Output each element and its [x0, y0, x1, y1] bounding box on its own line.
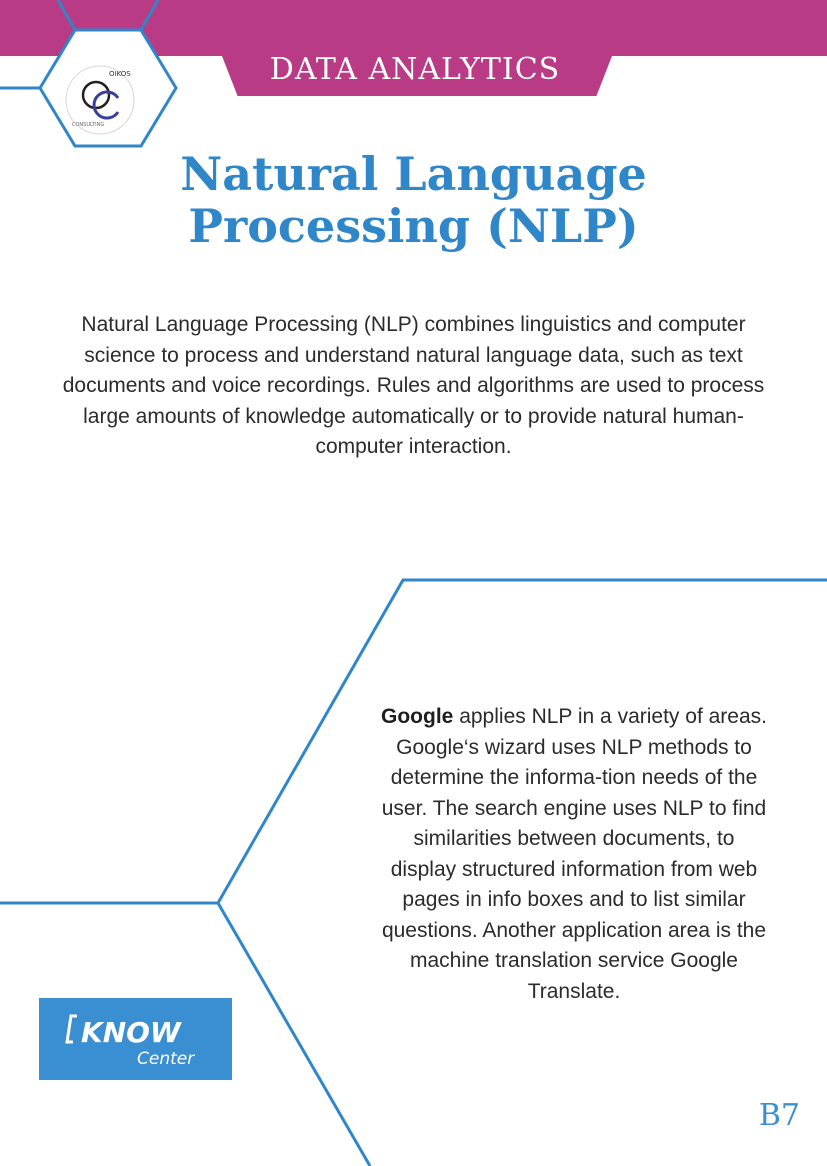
logo-sub-text: CONSULTING	[72, 122, 105, 128]
category-label: DATA ANALYTICS	[269, 52, 561, 87]
example-paragraph	[378, 702, 770, 1007]
know-center-logo	[39, 998, 232, 1080]
logo-ring-text: OIKOS	[109, 70, 131, 78]
intro-paragraph: Natural Language Processing (NLP) combines linguistics and computer science to process and understand natural language data, such as text documents and voice recordings. Rules and algorithms are used to process large amounts of knowledge automatically or to provide natural human-computer interaction.	[62, 313, 765, 458]
title-line-1: Natural Language	[180, 147, 647, 201]
page-title	[60, 148, 767, 252]
title-line-2: Processing (NLP)	[188, 199, 639, 253]
center-word: Center	[137, 1049, 195, 1069]
know-word: KNOW	[81, 1016, 181, 1049]
company-name: Google	[381, 705, 454, 728]
example-text: applies NLP in a variety of areas. Google‘s wizard uses NLP methods to determine the informa-tion needs of the user. The search engine uses NLP to find similarities between documents, to display structured information from web pages in info boxes and to list similar questions. Another application area is the machine translation service Google Translate.	[381, 705, 767, 1003]
page-number: B7	[758, 1098, 800, 1133]
oikos-logo	[60, 60, 140, 140]
